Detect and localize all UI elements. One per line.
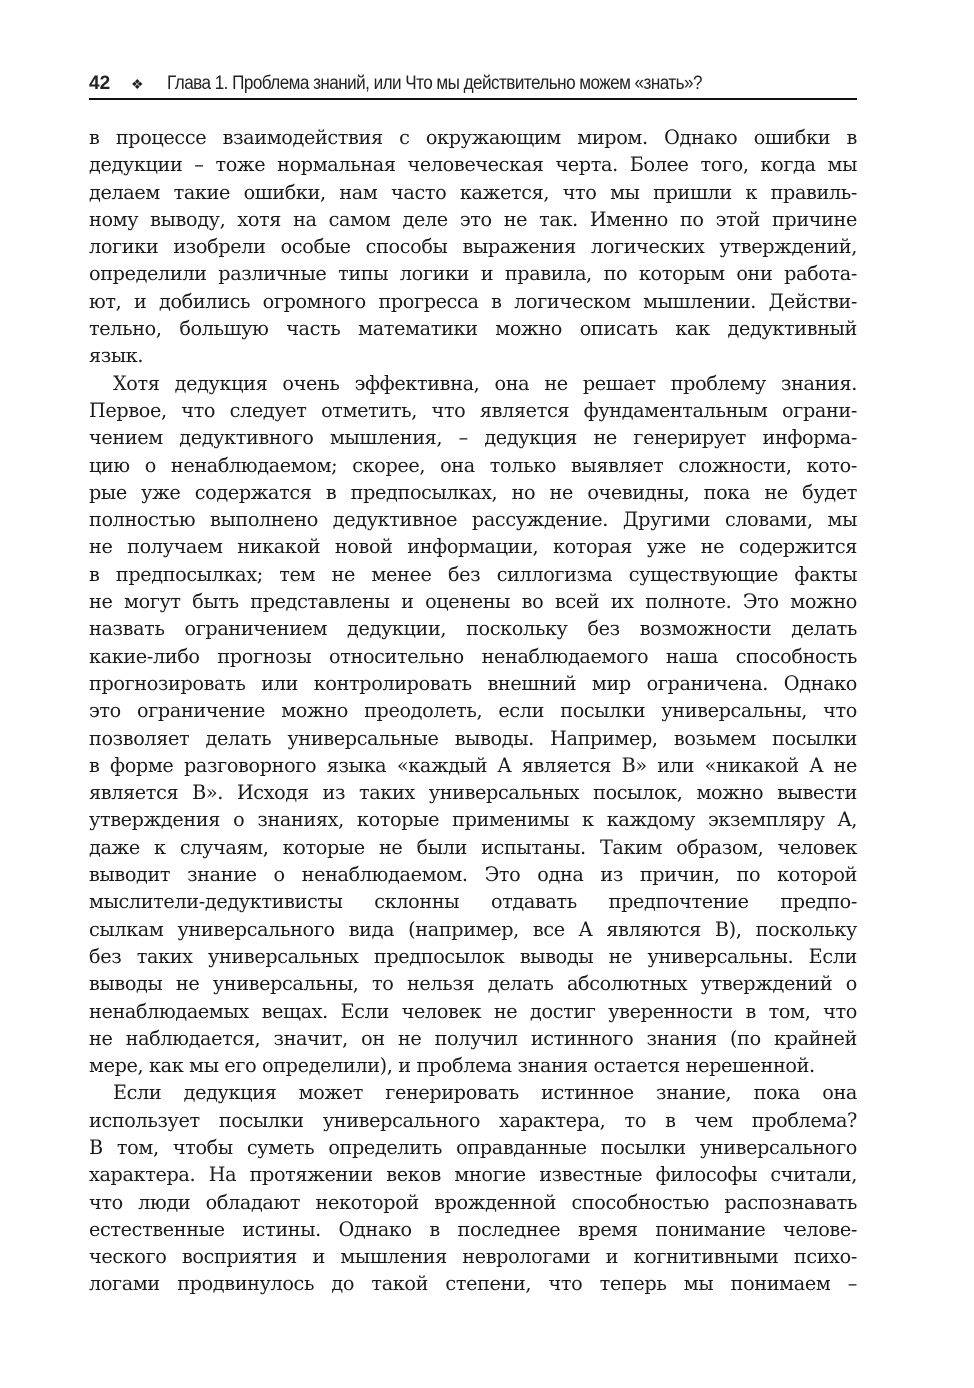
paragraph xyxy=(89,1079,857,1297)
text-line: использует посылки универсального характера, то в чем проблема? xyxy=(89,1108,857,1132)
text-line: естественные истины. Однако в последнее время понимание челове- xyxy=(89,1217,857,1241)
text-line: логики изобрели особые способы выражения логических утверждений, xyxy=(89,235,857,259)
text-line: утверждения о знаниях, которые применимы к каждому экземпляру A, xyxy=(89,808,857,832)
text-line: мере, как мы его определили), и проблема знания остается нерешенной. xyxy=(89,1054,815,1078)
text-line: В том, чтобы суметь определить оправданные посылки универсального xyxy=(89,1135,857,1159)
text-line: что люди обладают некоторой врожденной способностью распознавать xyxy=(89,1190,857,1214)
text-line: в процессе взаимодействия с окружающим миром. Однако ошибки в xyxy=(89,126,857,149)
text-line: характера. На протяжении веков многие известные философы считали, xyxy=(89,1163,857,1187)
chapter-title: Глава 1. Проблема знаний, или Что мы действительно можем «знать»? xyxy=(167,73,702,94)
text-line: выводит знание о ненаблюдаемом. Это одна из причин, по которой xyxy=(89,863,857,887)
text-line: рые уже содержатся в предпосылках, но не очевидны, пока не будет xyxy=(89,480,857,504)
text-line: Первое, что следует отметить, что является фундаментальным ограни- xyxy=(89,398,857,422)
text-line: сылкам универсального вида (например, все A являются B), поскольку xyxy=(89,917,857,941)
ornament-icon: ❖ xyxy=(131,75,144,92)
text-line: ному выводу, хотя на самом деле это не так. Именно по этой причине xyxy=(89,207,857,231)
text-line: назвать ограничением дедукции, поскольку без возможности делать xyxy=(89,617,857,641)
text-line: дедукции – тоже нормальная человеческая черта. Более того, когда мы xyxy=(89,153,857,177)
text-line: позволяет делать универсальные выводы. Например, возьмем посылки xyxy=(89,726,857,750)
text-line: прогнозировать или контролировать внешний мир ограничена. Однако xyxy=(89,671,857,695)
text-line: даже к случаям, которые не были испытаны. Таким образом, человек xyxy=(89,835,857,859)
text-line: Хотя дедукция очень эффективна, она не решает проблему знания. xyxy=(113,371,857,395)
text-line: чением дедуктивного мышления, – дедукция не генерирует информа- xyxy=(89,426,857,450)
text-line: не наблюдается, значит, он не получил истинного знания (по крайней xyxy=(89,1026,857,1050)
text-line: без таких универсальных предпосылок выводы не универсальны. Если xyxy=(89,944,857,968)
text-line: тельно, большую часть математики можно описать как дедуктивный xyxy=(89,317,857,341)
body-text xyxy=(89,124,857,1298)
text-line: не могут быть представлены и оценены во всей их полноте. Это можно xyxy=(89,590,857,614)
text-line: в предпосылках; тем не менее без силлогизма существующие факты xyxy=(89,562,857,586)
text-line: логами продвинулось до такой степени, что теперь мы понимаем – xyxy=(89,1272,857,1296)
text-line: какие-либо прогнозы относительно ненаблюдаемого наша способность xyxy=(89,644,857,668)
text-line: не получаем никакой новой информации, которая уже не содержится xyxy=(89,535,857,559)
paragraph xyxy=(89,124,857,370)
text-line: определили различные типы логики и правила, по которым они работа- xyxy=(89,262,857,286)
text-line: это ограничение можно преодолеть, если посылки универсальны, что xyxy=(89,699,857,723)
text-line: ненаблюдаемых вещах. Если человек не достиг уверенности в том, что xyxy=(89,999,857,1023)
text-line: в форме разговорного языка «каждый A является B» или «никакой A не xyxy=(89,753,857,777)
text-line: язык. xyxy=(89,344,144,368)
text-line: является B». Исходя из таких универсальных посылок, можно вывести xyxy=(89,781,857,805)
text-line: мыслители-дедуктивисты склонны отдавать предпочтение предпо- xyxy=(89,890,857,914)
text-line: выводы не универсальны, то нельзя делать абсолютных утверждений о xyxy=(89,972,857,996)
text-line: полностью выполнено дедуктивное рассуждение. Другими словами, мы xyxy=(89,508,857,532)
paragraph xyxy=(89,370,857,1080)
running-header xyxy=(89,70,857,100)
page-number: 42 xyxy=(89,73,111,94)
text-line: ческого восприятия и мышления неврологами и когнитивными психо- xyxy=(89,1245,857,1269)
text-line: Если дедукция может генерировать истинное знание, пока она xyxy=(113,1081,857,1105)
text-line: делаем такие ошибки, нам часто кажется, что мы пришли к правиль- xyxy=(89,180,857,204)
text-line: ют, и добились огромного прогресса в логическом мышлении. Действи- xyxy=(89,289,857,313)
text-line: цию о ненаблюдаемом; скорее, она только выявляет сложности, кото- xyxy=(89,453,857,477)
